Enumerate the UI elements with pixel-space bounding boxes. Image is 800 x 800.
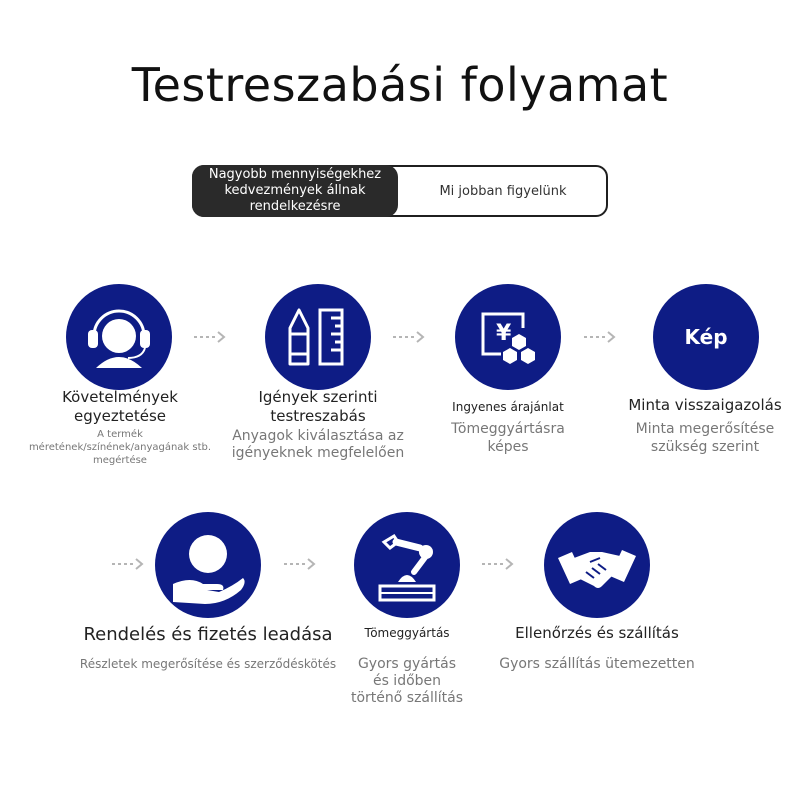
step-1-title: Követelmények egyeztetése bbox=[62, 388, 178, 425]
hand-holding-icon bbox=[155, 512, 261, 618]
arrow-icon bbox=[480, 557, 516, 571]
step-4-circle bbox=[653, 284, 759, 390]
step-5-title: Rendelés és fizetés leadása bbox=[83, 624, 333, 645]
pencil-ruler-icon bbox=[265, 284, 371, 390]
step-4-title: Minta visszaigazolás bbox=[628, 396, 782, 414]
step-3-desc: Tömeggyártásra képes bbox=[451, 421, 565, 455]
step-7-title: Ellenőrzés és szállítás bbox=[515, 624, 679, 642]
step-3-title: Ingyenes árajánlat bbox=[452, 400, 564, 414]
step-7-circle bbox=[544, 512, 650, 618]
attention-note: Mi jobban figyelünk bbox=[439, 183, 567, 199]
info-pill bbox=[192, 165, 608, 217]
svg-text:¥: ¥ bbox=[496, 321, 512, 346]
step-6-title: Tömeggyártás bbox=[364, 626, 450, 640]
step-1-circle bbox=[66, 284, 172, 390]
arrow-icon bbox=[192, 330, 228, 344]
arrow-icon bbox=[282, 557, 318, 571]
step-5-desc: Részletek megerősítése és szerződéskötés bbox=[79, 657, 337, 671]
discount-note: Nagyobb mennyiségekhez kedvezmények állnak rendelkezésre bbox=[192, 165, 398, 217]
robot-arm-icon bbox=[354, 512, 460, 618]
step-5-circle bbox=[155, 512, 261, 618]
step-2-title: Igények szerinti testreszabás bbox=[258, 388, 378, 425]
price-quote-icon bbox=[455, 284, 561, 390]
arrow-icon bbox=[582, 330, 618, 344]
step-2-desc: Anyagok kiválasztása az igényeknek megfelelően bbox=[231, 428, 405, 461]
step-6-desc: Gyors gyártás és időben történő szállítás bbox=[350, 656, 464, 706]
handshake-icon bbox=[544, 512, 650, 618]
step-3-circle bbox=[455, 284, 561, 390]
page-title: Testreszabási folyamat bbox=[131, 58, 669, 112]
step-7-desc: Gyors szállítás ütemezetten bbox=[499, 656, 695, 672]
arrow-icon bbox=[110, 557, 146, 571]
headset-user-icon bbox=[66, 284, 172, 390]
step-2-circle bbox=[265, 284, 371, 390]
step-6-circle bbox=[354, 512, 460, 618]
step-1-desc: A termék méretének/színének/anyagának stb. megértése bbox=[28, 429, 212, 466]
step-4-desc: Minta megerősítése szükség szerint bbox=[635, 421, 775, 455]
arrow-icon bbox=[391, 330, 427, 344]
image-text-icon: Kép bbox=[684, 325, 728, 349]
